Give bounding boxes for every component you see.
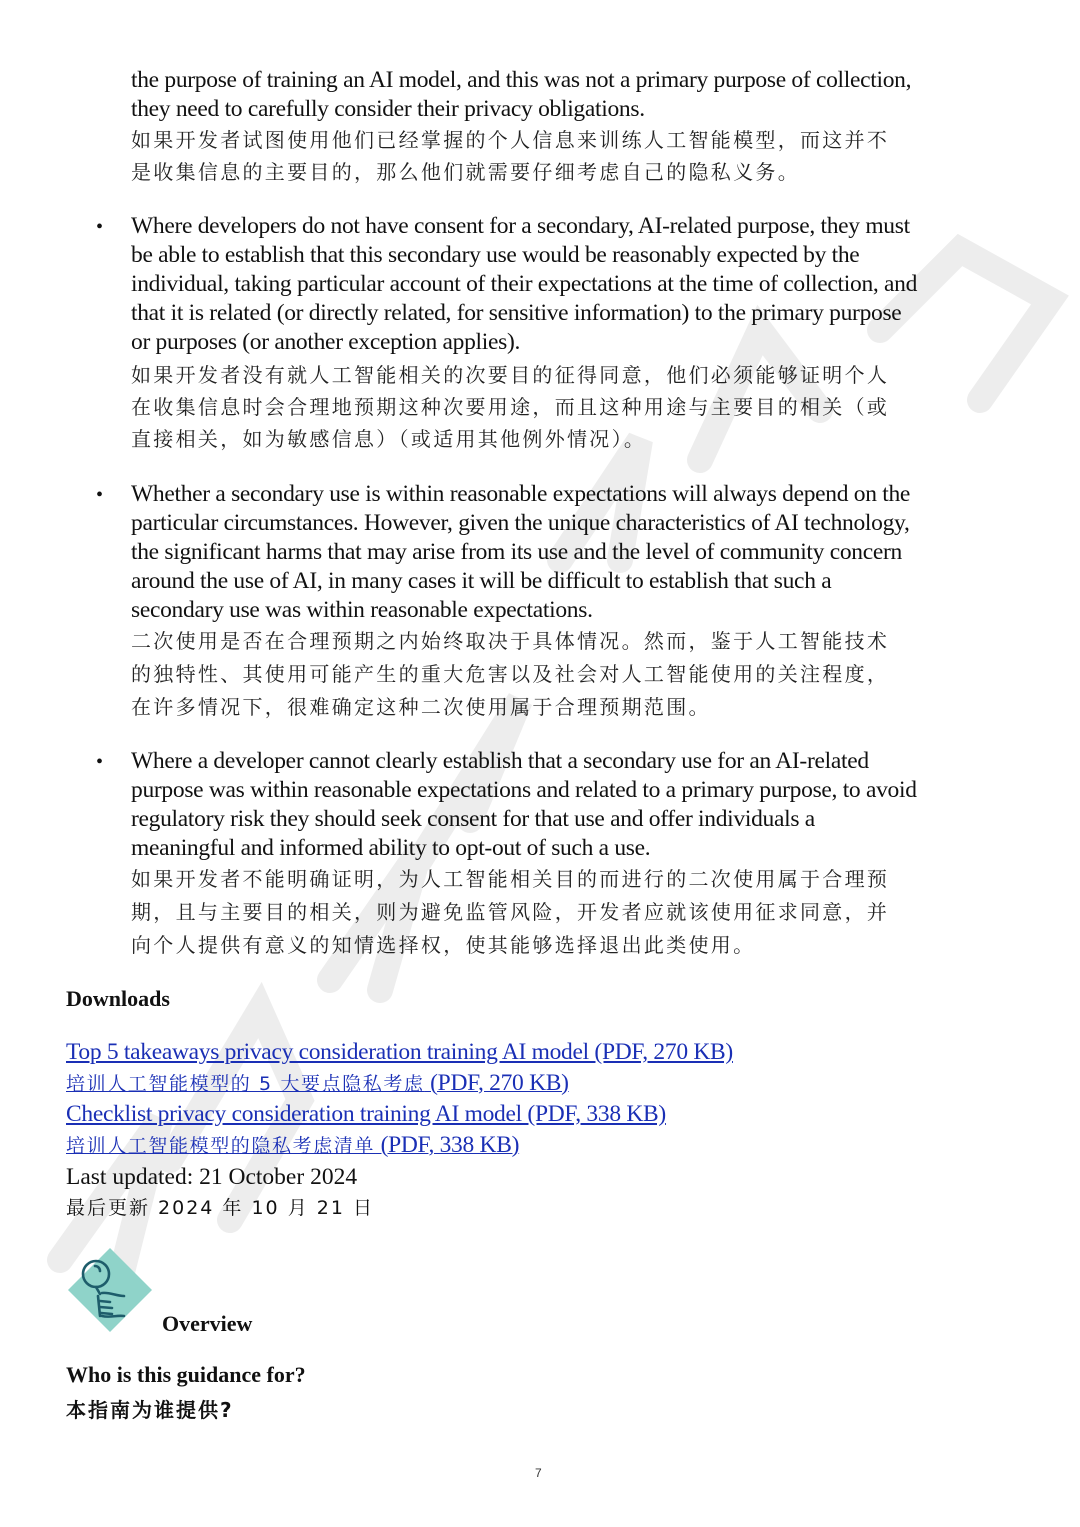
bullet-1-zh-line-1: 如果开发者没有就人工智能相关的次要目的征得同意，他们必须能够证明个人 xyxy=(131,363,890,387)
bullet-2-en-line-5: secondary use was within reasonable expectations. xyxy=(131,597,593,623)
bullet-2-en-line-4: around the use of AI, in many cases it will be difficult to establish that such a xyxy=(131,568,832,594)
bullet-3-zh-line-3: 向个人提供有意义的知情选择权，使其能够选择退出此类使用。 xyxy=(131,933,756,957)
download-link-top5-en[interactable]: Top 5 takeaways privacy consideration training AI model (PDF, 270 KB) xyxy=(66,1039,733,1065)
guidance-question-zh: 本指南为谁提供? xyxy=(66,1398,234,1422)
bullet-1-en-line-1: Where developers do not have consent for a secondary, AI-related purpose, they must xyxy=(131,213,910,239)
bullet-3-en-line-1: Where a developer cannot clearly establish that a secondary use for an AI-related xyxy=(131,748,869,774)
downloads-heading: Downloads xyxy=(66,986,170,1011)
intro-zh-line-1: 如果开发者试图使用他们已经掌握的个人信息来训练人工智能模型，而这并不 xyxy=(131,128,890,152)
download-link-top5-zh[interactable] xyxy=(66,1068,569,1100)
last-updated-en: Last updated: 21 October 2024 xyxy=(66,1164,358,1190)
bullet-2-en-line-2: particular circumstances. However, given the unique characteristics of AI technology, xyxy=(131,510,910,536)
bullet-1-en-line-4: that it is related (or directly related, for sensitive information) to the primary purpose xyxy=(131,300,902,326)
bullet-3-zh-line-2: 期，且与主要目的相关，则为避免监管风险，开发者应就该使用征求同意，并 xyxy=(131,900,890,924)
download-link-checklist-zh-label: 培训人工智能模型的隐私考虑清单 xyxy=(66,1135,376,1157)
bullet-3-zh-line-1: 如果开发者不能明确证明，为人工智能相关目的而进行的二次使用属于合理预 xyxy=(131,867,890,891)
page-number: 7 xyxy=(535,1466,542,1480)
bullet-1-zh-line-2: 在收集信息时会合理地预期这种次要用途，而且这种用途与主要目的相关（或 xyxy=(131,395,890,419)
bullet-2-zh-line-2: 的独特性、其使用可能产生的重大危害以及社会对人工智能使用的关注程度， xyxy=(131,662,890,686)
magnifier-hand-icon xyxy=(64,1244,156,1336)
bullet-1-en-line-5: or purposes (or another exception applies). xyxy=(131,329,521,355)
bullet-2-zh-line-3: 在许多情况下，很难确定这种二次使用属于合理预期范围。 xyxy=(131,695,711,719)
last-updated-zh: 最后更新 2024 年 10 月 21 日 xyxy=(66,1197,374,1219)
intro-en-line-2: they need to carefully consider their privacy obligations. xyxy=(131,96,645,122)
bullet-1-en-line-2: be able to establish that this secondary use would be reasonably expected by the xyxy=(131,242,860,268)
bullet-2-en-line-3: the significant harms that may arise from its use and the level of community concern xyxy=(131,539,902,565)
bullet-3-en-line-4: meaningful and informed ability to opt-out of such a use. xyxy=(131,835,651,861)
intro-zh-line-2: 是收集信息的主要目的，那么他们就需要仔细考虑自己的隐私义务。 xyxy=(131,160,800,184)
overview-title: Overview xyxy=(162,1311,253,1336)
download-link-top5-zh-meta: (PDF, 270 KB) xyxy=(424,1070,569,1096)
bullet-3-en-line-3: regulatory risk they should seek consent for that use and offer individuals a xyxy=(131,806,815,832)
download-link-checklist-zh-meta: (PDF, 338 KB) xyxy=(375,1132,520,1158)
intro-en-line-1: the purpose of training an AI model, and this was not a primary purpose of collection, xyxy=(131,67,912,93)
bullet-1-en-line-3: individual, taking particular account of their expectations at the time of collection, and xyxy=(131,271,918,297)
guidance-question-en: Who is this guidance for? xyxy=(66,1362,306,1387)
download-link-top5-zh-label: 培训人工智能模型的 5 大要点隐私考虑 xyxy=(66,1073,425,1095)
bullet-marker: • xyxy=(96,484,104,506)
bullet-2-en-line-1: Whether a secondary use is within reasonable expectations will always depend on the xyxy=(131,481,911,507)
bullet-marker: • xyxy=(96,216,104,238)
download-link-checklist-en[interactable]: Checklist privacy consideration training AI model (PDF, 338 KB) xyxy=(66,1101,666,1127)
bullet-1-zh-line-3: 直接相关，如为敏感信息）（或适用其他例外情况）。 xyxy=(131,427,647,451)
bullet-2-zh-line-1: 二次使用是否在合理预期之内始终取决于具体情况。然而，鉴于人工智能技术 xyxy=(131,629,890,653)
bullet-marker: • xyxy=(96,751,104,773)
bullet-3-en-line-2: purpose was within reasonable expectations and related to a primary purpose, to avoid xyxy=(131,777,917,803)
download-link-checklist-zh[interactable] xyxy=(66,1130,519,1162)
